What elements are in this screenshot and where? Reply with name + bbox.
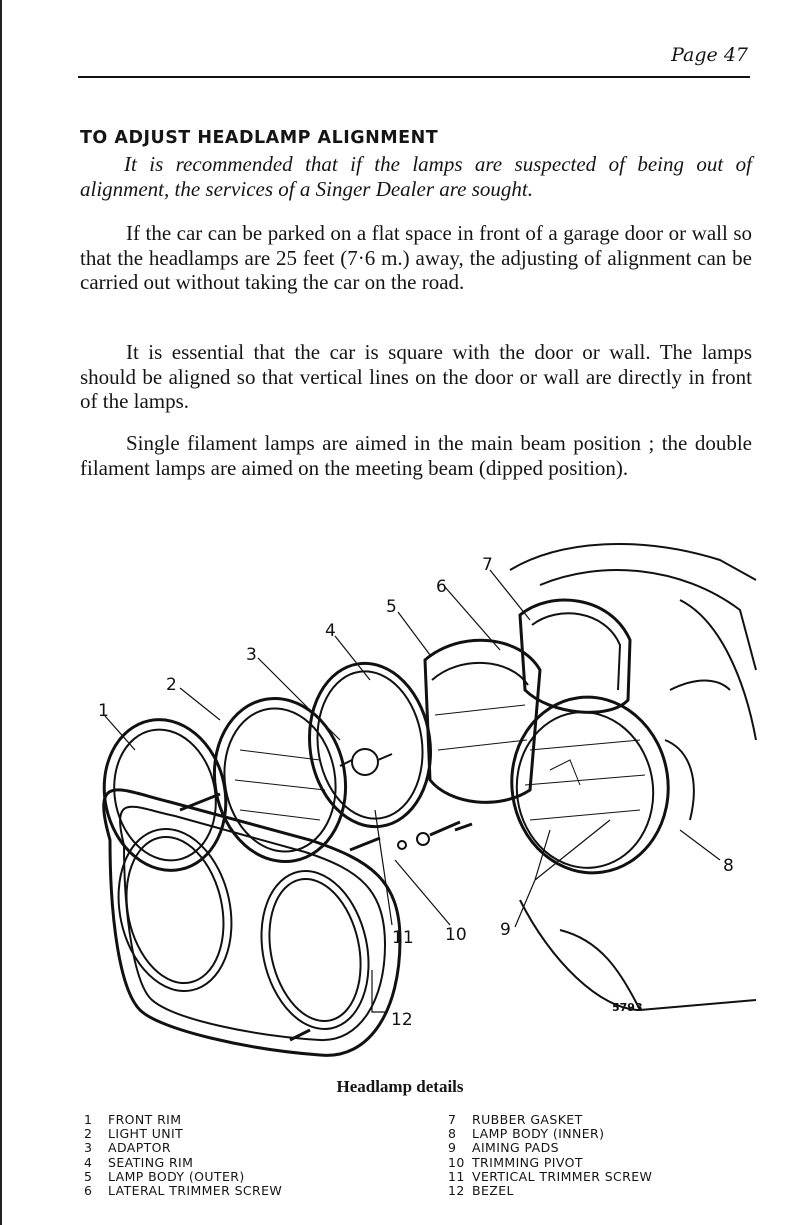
legend-label: ADAPTOR xyxy=(108,1140,172,1156)
headlamp-diagram xyxy=(80,540,760,1070)
legend-num: 5 xyxy=(84,1168,93,1184)
legend-item xyxy=(448,1184,652,1198)
legend-right-column xyxy=(448,1113,652,1198)
legend-item xyxy=(448,1156,652,1170)
callout-10: 10 xyxy=(445,925,467,945)
callout-labels xyxy=(98,555,734,1030)
legend-num: 11 xyxy=(448,1168,465,1184)
legend-num: 2 xyxy=(84,1126,93,1142)
legend-item xyxy=(84,1141,282,1155)
legend-num: 10 xyxy=(448,1154,465,1170)
legend-item xyxy=(84,1170,282,1184)
legend-num: 12 xyxy=(448,1183,465,1199)
figure-caption: Headlamp details xyxy=(336,1077,464,1096)
callout-3: 3 xyxy=(246,645,257,665)
legend-label: BEZEL xyxy=(472,1183,514,1199)
legend-num: 7 xyxy=(448,1112,457,1127)
callout-7: 7 xyxy=(482,555,493,575)
legend-num: 6 xyxy=(84,1183,93,1199)
legend-label: LATERAL TRIMMER SCREW xyxy=(108,1183,283,1199)
legend-item xyxy=(84,1113,282,1127)
legend-label: SEATING RIM xyxy=(108,1154,194,1170)
legend-item xyxy=(84,1127,282,1141)
car-wing-outline xyxy=(510,544,756,580)
legend-item xyxy=(448,1170,652,1184)
legend-label: TRIMMING PIVOT xyxy=(472,1154,583,1170)
legend-label: LAMP BODY (OUTER) xyxy=(108,1168,245,1184)
paragraph-square: It is essential that the car is square with the door or wall. The lamps should be aligned so that vertical lines on the door or wall are directly in front of the lamps. xyxy=(80,340,752,413)
legend-label: VERTICAL TRIMMER SCREW xyxy=(472,1168,653,1184)
adaptor-shape xyxy=(352,749,378,775)
page-left-edge xyxy=(0,0,2,1225)
callout-11: 11 xyxy=(392,928,414,948)
legend-num: 4 xyxy=(84,1154,93,1170)
legend-num: 3 xyxy=(84,1140,93,1156)
paragraph-parking: If the car can be parked on a flat space in front of a garage door or wall so that the headlamps are 25 feet (7·6 m.) away, the adjusting of alignment can be carried out without taking the car on the road. xyxy=(80,221,752,294)
legend-item xyxy=(448,1113,652,1127)
callout-1: 1 xyxy=(98,701,109,721)
legend-left-column xyxy=(84,1113,282,1198)
legend-label: AIMING PADS xyxy=(472,1140,559,1156)
figure-code: 5793 xyxy=(612,1001,643,1014)
callout-4: 4 xyxy=(325,621,336,641)
header-rule xyxy=(78,76,750,78)
legend-num: 1 xyxy=(84,1112,93,1127)
legend-label: LIGHT UNIT xyxy=(108,1126,184,1142)
callout-6: 6 xyxy=(436,577,447,597)
legend-label: RUBBER GASKET xyxy=(472,1112,583,1127)
legend-item xyxy=(448,1141,652,1155)
legend-item xyxy=(448,1127,652,1141)
legend-label: LAMP BODY (INNER) xyxy=(472,1126,605,1142)
legend-num: 8 xyxy=(448,1126,457,1142)
page-number: Page 47 xyxy=(671,44,748,66)
legend-label: FRONT RIM xyxy=(108,1112,182,1127)
seating-rim-shape xyxy=(299,655,441,834)
callout-12: 12 xyxy=(391,1010,413,1030)
callout-8: 8 xyxy=(723,856,734,876)
legend-item xyxy=(84,1156,282,1170)
legend-num: 9 xyxy=(448,1140,457,1156)
callout-9: 9 xyxy=(500,920,511,940)
legend-item xyxy=(84,1184,282,1198)
bezel-shape xyxy=(104,790,400,1055)
italic-note: It is recommended that if the lamps are suspected of being out of alignment, the services of a Singer Dealer are sought. xyxy=(80,152,752,201)
callout-5: 5 xyxy=(386,597,397,617)
paragraph-filament: Single filament lamps are aimed in the main beam position ; the double filament lamps are aimed on the meeting beam (dipped position). xyxy=(80,431,752,480)
callout-2: 2 xyxy=(166,675,177,695)
section-heading: TO ADJUST HEADLAMP ALIGNMENT xyxy=(80,128,439,148)
